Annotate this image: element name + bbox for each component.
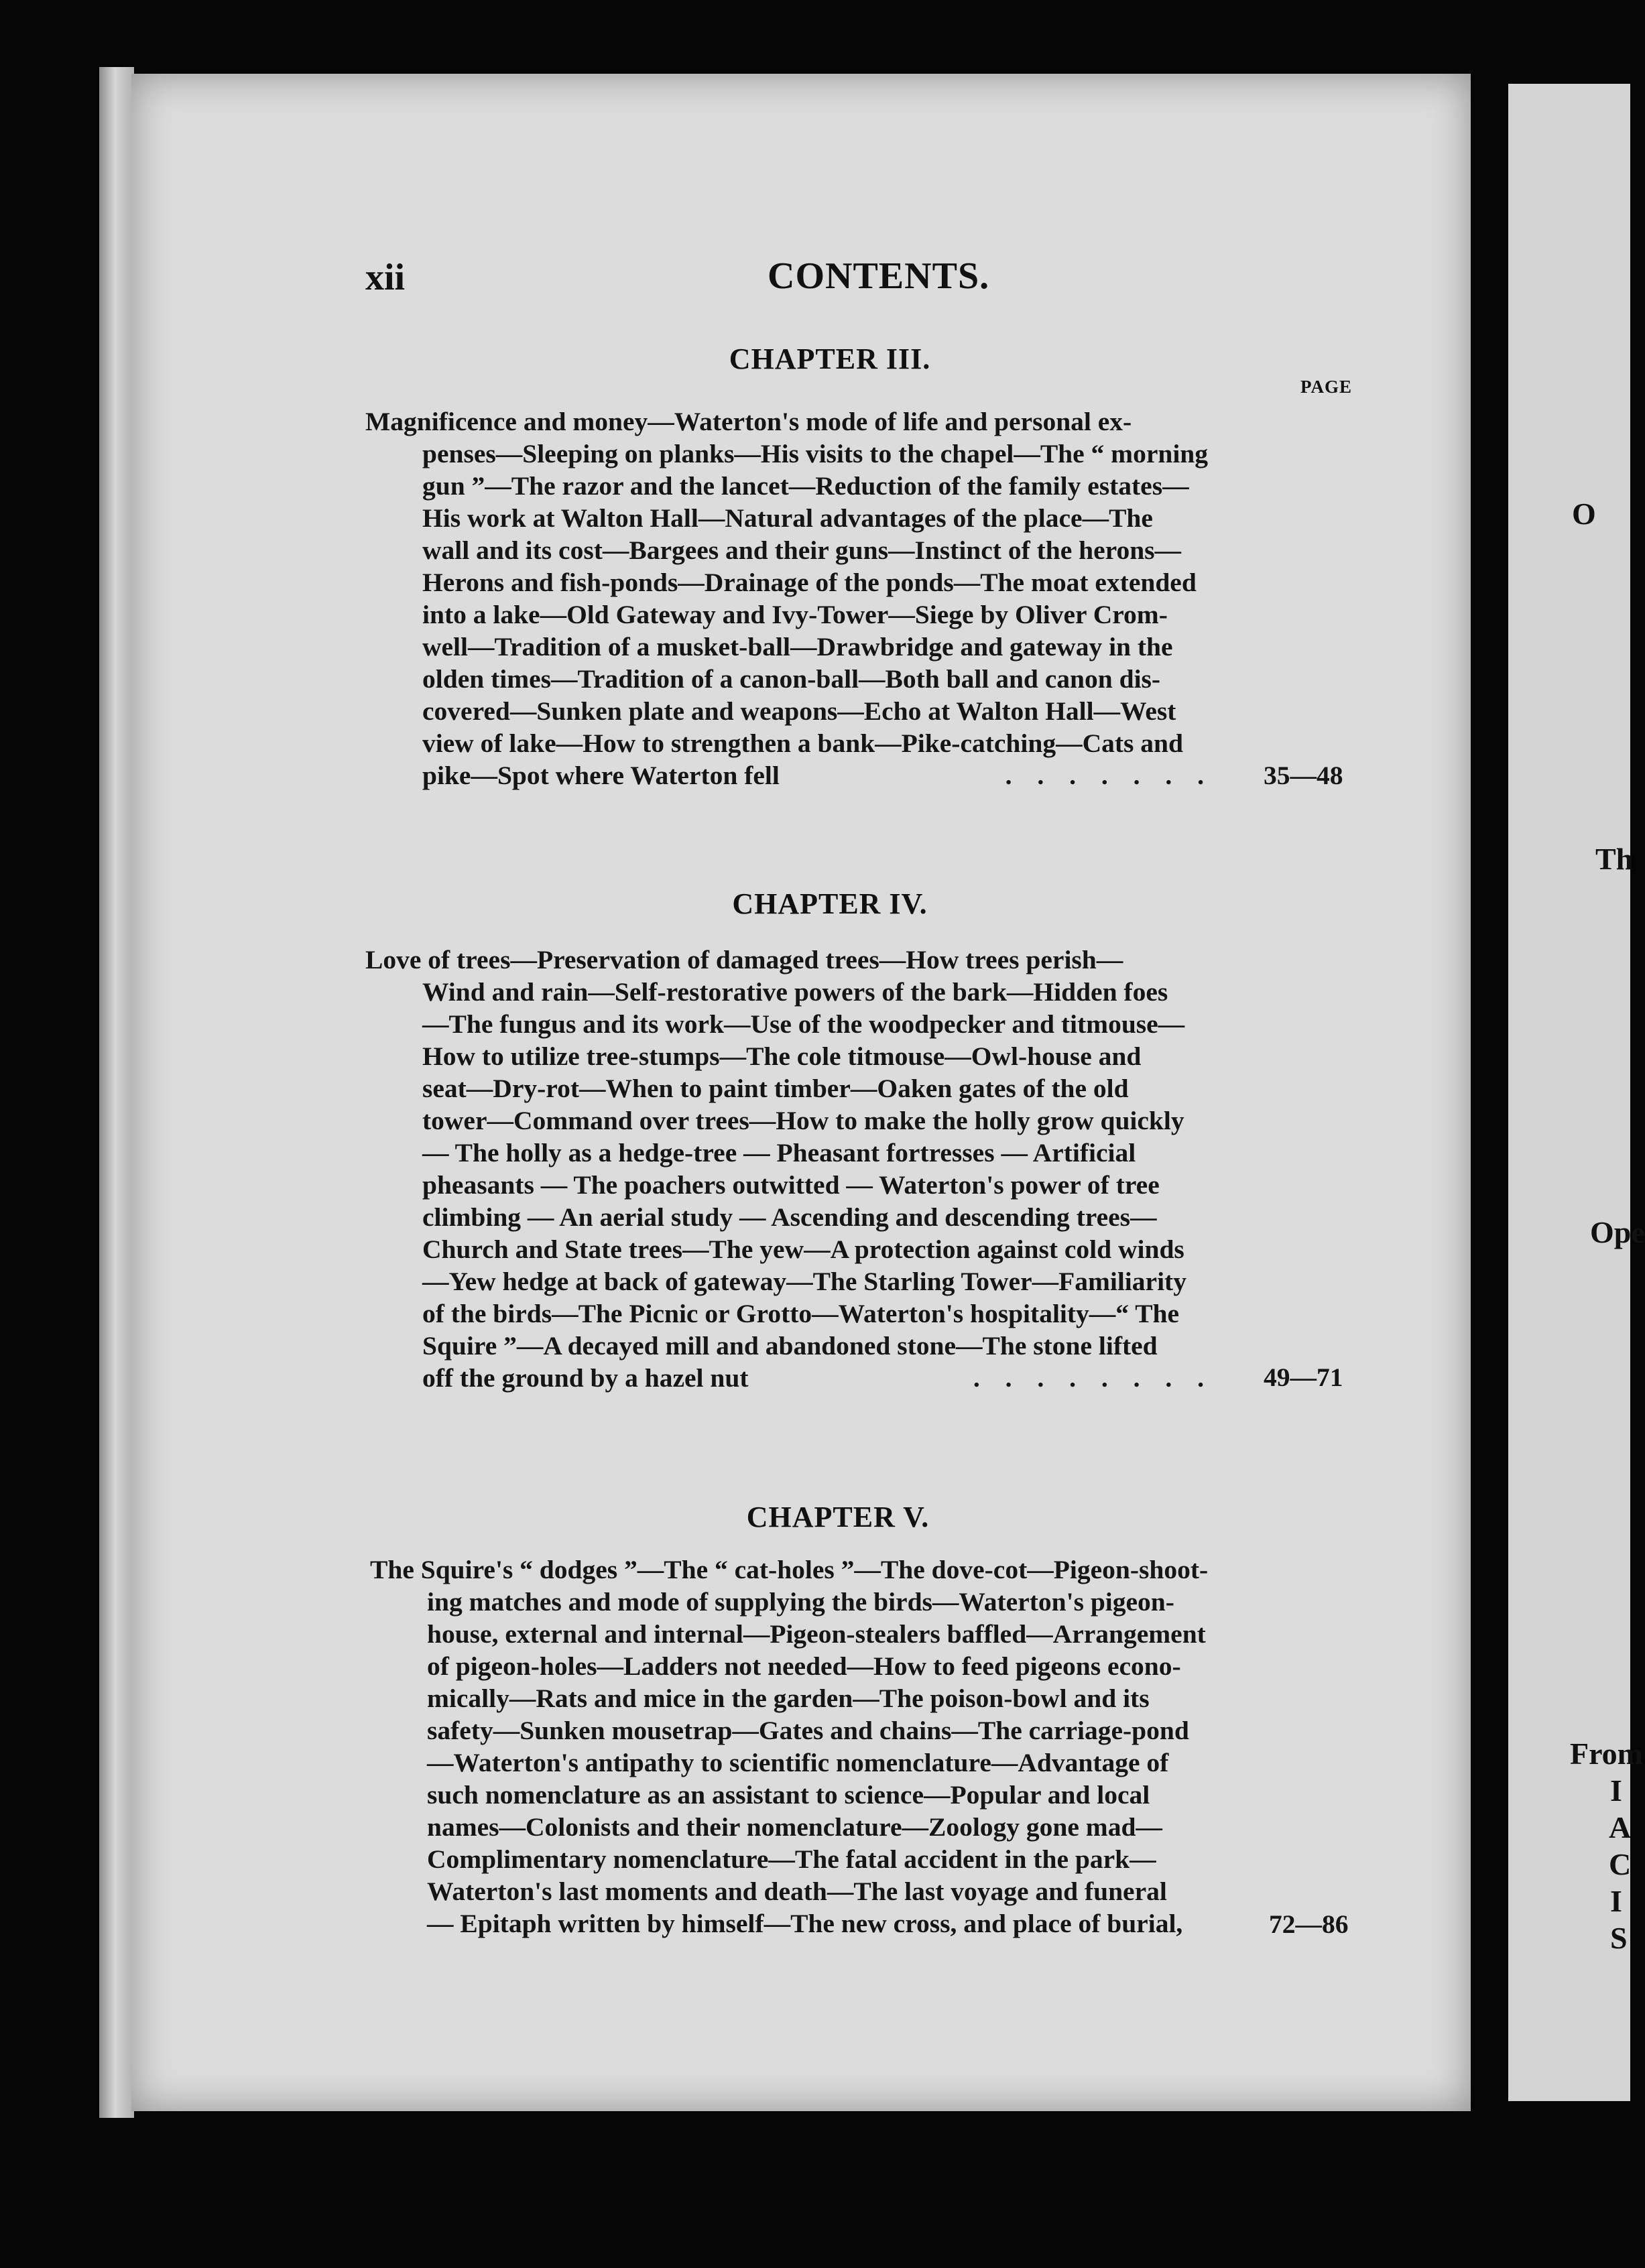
summary-last-line [365, 1362, 1240, 1394]
adjacent-fragment: S [1610, 1921, 1628, 1955]
summary-line: seat—Dry-rot—When to paint timber—Oaken gates of the old [422, 1074, 1129, 1103]
adjacent-fragment: Th [1595, 842, 1634, 876]
page-edge-shadow [99, 67, 134, 2118]
summary-line: Church and State trees—The yew—A protection against cold winds [422, 1235, 1184, 1264]
adjacent-fragment: O [1572, 497, 1596, 531]
adjacent-fragment: Ope [1590, 1215, 1645, 1249]
summary-line: wall and its cost—Bargees and their guns—Instinct of the herons— [422, 536, 1182, 565]
summary-line: mically—Rats and mice in the garden—The poison-bowl and its [427, 1684, 1150, 1713]
adjacent-fragment: From [1570, 1737, 1644, 1771]
chapter-summary [370, 1554, 1285, 1940]
page-number: xii [365, 257, 406, 298]
chapter-summary [365, 405, 1280, 792]
summary-line: well—Tradition of a musket-ball—Drawbridge and gateway in the [422, 632, 1173, 662]
summary-line: — The holly as a hedge-tree — Pheasant fortresses — Artificial [422, 1138, 1136, 1168]
summary-line: Magnificence and money—Waterton's mode of life and personal ex- [365, 407, 1132, 436]
summary-line: —Waterton's antipathy to scientific nomenclature—Advantage of [427, 1748, 1169, 1777]
summary-line: —Yew hedge at back of gateway—The Starling Tower—Familiarity [422, 1267, 1186, 1296]
summary-line: covered—Sunken plate and weapons—Echo at Walton Hall—West [422, 696, 1176, 726]
summary-line: into a lake—Old Gateway and Ivy-Tower—Siege by Oliver Crom- [422, 600, 1168, 629]
adjacent-fragment: I [1610, 1773, 1622, 1808]
summary-line: names—Colonists and their nomenclature—Zoology gone mad— [427, 1812, 1162, 1842]
running-title: CONTENTS. [768, 255, 990, 297]
summary-last-line [365, 759, 1240, 792]
summary-line: Wind and rain—Self-restorative powers of the bark—Hidden foes [422, 977, 1168, 1007]
chapter-heading: CHAPTER III. [729, 342, 931, 375]
summary-line: Love of trees—Preservation of damaged trees—How trees perish— [365, 945, 1123, 974]
dot-leader: . . . . . . . [1005, 761, 1213, 790]
summary-line: How to utilize tree-stumps—The cole titmouse—Owl-house and [422, 1042, 1142, 1071]
summary-line: house, external and internal—Pigeon-stealers baffled—Arrangement [427, 1619, 1206, 1649]
summary-line: His work at Walton Hall—Natural advantages of the place—The [422, 503, 1153, 533]
summary-line: of pigeon-holes—Ladders not needed—How to feed pigeons econo- [427, 1651, 1181, 1681]
summary-line: off the ground by a hazel nut [422, 1363, 749, 1393]
summary-line: olden times—Tradition of a canon-ball—Both ball and canon dis- [422, 664, 1161, 694]
adjacent-fragment: I [1610, 1884, 1622, 1918]
chapter-summary [365, 944, 1280, 1394]
summary-line: view of lake—How to strengthen a bank—Pike-catching—Cats and [422, 729, 1183, 758]
summary-line: tower—Command over trees—How to make the holly grow quickly [422, 1106, 1184, 1135]
chapter-heading: CHAPTER IV. [732, 887, 928, 920]
summary-line: — Epitaph written by himself—The new cross, and place of burial, [427, 1909, 1183, 1938]
summary-line: —The fungus and its work—Use of the woodpecker and titmouse— [422, 1009, 1185, 1039]
dot-leader: . . . . . . . . [973, 1363, 1213, 1393]
summary-line: Squire ”—A decayed mill and abandoned stone—The stone lifted [422, 1331, 1158, 1361]
summary-line: pheasants — The poachers outwitted — Waterton's power of tree [422, 1170, 1160, 1200]
summary-line: ing matches and mode of supplying the birds—Waterton's pigeon- [427, 1587, 1174, 1617]
summary-line: of the birds—The Picnic or Grotto—Waterton's hospitality—“ The [422, 1299, 1180, 1328]
chapter-heading: CHAPTER V. [746, 1501, 930, 1533]
adjacent-fragment: C [1609, 1847, 1632, 1881]
summary-line: The Squire's “ dodges ”—The “ cat-holes ”—The dove-cot—Pigeon-shoot- [370, 1555, 1209, 1584]
page-range: 49—71 [1264, 1363, 1343, 1392]
page-range: 72—86 [1269, 1909, 1349, 1939]
summary-line: Waterton's last moments and death—The last voyage and funeral [427, 1877, 1167, 1906]
adjacent-fragment: A [1609, 1810, 1632, 1844]
page-column-label: PAGE [1300, 377, 1352, 397]
summary-line: pike—Spot where Waterton fell [422, 761, 780, 790]
summary-line: climbing — An aerial study — Ascending and descending trees— [422, 1202, 1157, 1232]
summary-line: gun ”—The razor and the lancet—Reduction of the family estates— [422, 471, 1189, 501]
summary-line: safety—Sunken mousetrap—Gates and chains—The carriage-pond [427, 1716, 1189, 1745]
summary-line: Herons and fish-ponds—Drainage of the ponds—The moat extended [422, 568, 1197, 597]
summary-line: such nomenclature as an assistant to science—Popular and local [427, 1780, 1150, 1810]
summary-line: Complimentary nomenclature—The fatal accident in the park— [427, 1844, 1156, 1874]
page-range: 35—48 [1264, 761, 1343, 790]
summary-line: penses—Sleeping on planks—His visits to the chapel—The “ morning [422, 439, 1209, 468]
